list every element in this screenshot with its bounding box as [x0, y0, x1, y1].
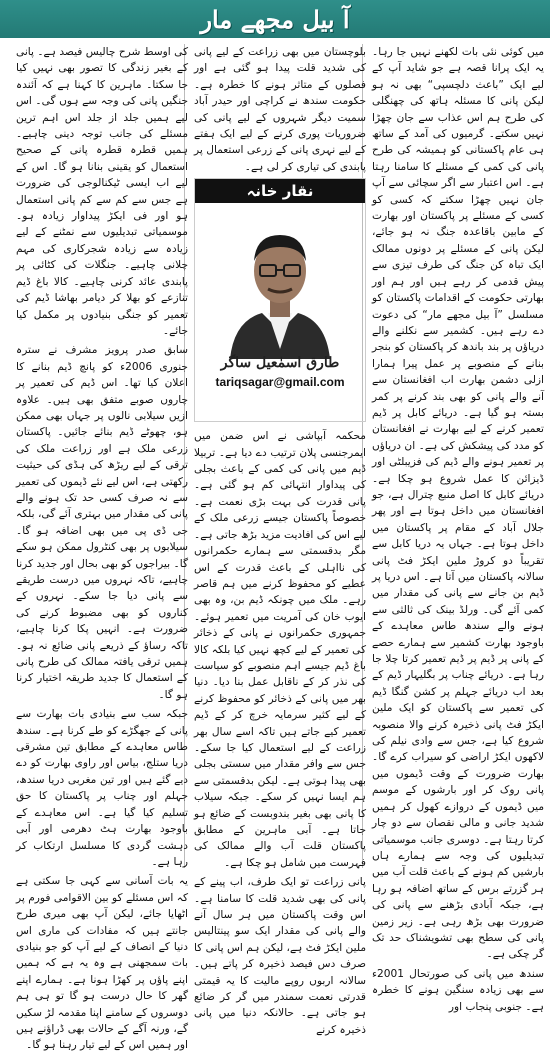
paragraph: میں کوئی نئی بات لکھنے نہیں جا رہا۔ یہ ایک پرانا قصہ ہے جو شاید آپ کے لیے ایک ”باعث دلچسپی“ بھی نہ ہو لیکن پانی کا مسئلہ ہاتھ کی چھنگلی کی طرح ہم اس عذاب سے جان چھڑا نہیں سکتے۔ گرمیوں کی آمد کے ساتھ ہی عام پاکستانی کو ہمیشہ کی طرح پانی کی کمی کے مسئلے کا سامنا رہتا ہے۔ اس اعتبار سے اگر سچائی سے آپ جان نہیں چھڑا سکتے کہ کسی کو کسی کے مسئلے پر پاکستان اور بھارت کے مابین باقاعدہ جنگ نہ ہو جائے، لیکن پانی کے مسئلے پر دونوں ممالک ایک تباہ کن جنگ کی طرف تیزی سے پیش قدمی کر رہے ہیں اور ہم اور بھارتی حکومت کے اقدامات پاکستان کو مسلسل ”آ بیل مجھے مار“ کی دعوت دے رہے ہیں۔ کشمیر سے نکلنے والے دریاؤں پر بند باندھ کر پاکستان کو بنجر بنانے کے منصوبے پر عمل پیرا ہمارا ازلی دشمن بھارت اب افغانستان سے آنے والے پانی کو بھی بند کرنے پر کمر بستہ ہو گیا ہے۔ دریائے کابل پر ڈیم تعمیر کرنے کے لیے بھارت نے افغانستان کو مدد کی پیشکش کی ہے۔ ان دریاؤں پر تعمیر ہونے والے ڈیم کی فزیبلٹی اور ڈیزائن کا عمل شروع ہو چکا ہے۔ دریائے کابل کا اصل منبع چترال ہے، جو افغانستان میں داخل ہوتا ہے اور پھر جلال آباد کے مقام پر پاکستان میں داخل ہوتا ہے۔ جہاں یہ دریا کابل سے تقریباً دو کروڑ ملین ایکڑ فٹ پانی سالانہ پاکستان میں آتا ہے۔ اس دریا پر ڈیم بن جانے سے پانی کی مقدار میں کمی آئے گی۔ ورلڈ بینک کی ثالثی سے ہونے والے سندھ طاس معاہدے کے باوجود بھارت کشمیر سے ہمارے حصے کے پانی پر ڈیم پر ڈیم تعمیر کرتا چلا جا رہا ہے۔ دریائے چناب پر بگلیہار ڈیم کے بعد اب دریائے جہلم پر کشن گنگا ڈیم کی تعمیر سے پاکستان کو ایک ملین ایکڑ فٹ پانی ذخیرہ کرنے والا منصوبہ شروع کیا ہے، جس سے وادی نیلم کی لاکھوں ایکڑ اراضی کو سیراب کرے گا۔ بھارت ضرورت کے وقت ڈیموں میں پانی روک کر اور بارشوں کے موسم میں ڈیموں کے دروازے کھول کر ہمیں شدید جانی و مالی نقصان سے دو چار کرتا رہتا ہے۔ دوسری جانب موسمیاتی تبدیلیوں کی وجہ سے ہمارے ہاں بارشیں کم ہونے کے باعث قلت آب میں ہر گزرتے برس کے ساتھ اضافہ ہو رہا ہے، جبکہ آبادی بڑھنے سے پانی کی ضرورت بھی بڑھ رہی ہے۔ زیر زمین پانی کی سطح بھی تشویشناک حد تک گر چکی ہے۔ [372, 46, 544, 961]
paragraph: سندھ میں پانی کی صورتحال 2001ء سے بھی زیادہ سنگین ہونے کا خطرہ ہے۔ جنوبی پنجاب اور [372, 967, 544, 1013]
column-right [372, 44, 544, 1013]
paragraph: سابق صدر پرویز مشرف نے سترہ جنوری 2006ء کو پانچ ڈیم بنانے کا اعلان کیا تھا۔ اس ڈیم کی تعمیر پر چاروں صوبے متفق بھی ہیں۔ علاوہ ازیں سیلابی نالوں پر جہاں بھی ممکن ہو، چھوٹے ڈیم بنائے جائیں۔ پاکستان زرعی ملک ہے اور زراعت ملک کی ترقی کے لیے ریڑھ کی ہڈی کی حیثیت رکھتی ہے، اس لیے نئے ڈیموں کی تعمیر سے نہ صرف کسی حد تک ہونے والے پانی کی مقدار میں بہتری آئے گی، بلکہ جی ڈی پی میں بھی اضافہ ہو گا۔ سیلابوں پر بھی کنٹرول ممکن ہو سکے گا۔ بیراجوں کو بھی بحال اور جدید کرنا چاہیے، تاکہ نہروں میں درست طریقے سے پانی دیا جا سکے۔ نہروں کے کناروں کو بھی مضبوط کرنے کی ضرورت ہے۔ انہیں پکا کرنا چاہیے، تاکہ رساؤ کے ذریعے پانی ضائع نہ ہو۔ ہمیں ترقی یافتہ ممالک کی طرح پانی کے استعمال کا جدید طریقہ اختیار کرنا ہو گا۔ [16, 344, 188, 701]
paragraph: محکمہ آبپاشی نے اس ضمن میں ایمرجنسی پلان ترتیب دے دیا ہے۔ تربیلا ڈیم میں پانی کی کمی کے باعث بجلی کی پیداوار انتہائی کم ہو گئی ہے۔ پانی قدرت کی بہت بڑی نعمت ہے۔ خصوصاً پاکستان جیسے زرعی ملک کے لیے اس کی افادیت مزید بڑھ جاتی ہے۔ مگر بدقسمتی سے ہمارے حکمرانوں کی نااہلی کے باعث قدرت کے اس عطیے کو محفوظ کرنے میں ہم قاصر رہے۔ ملک میں چونکہ ڈیم بن، وہ بھی ایوب خان کی آمریت میں تعمیر ہوئے۔ جمہوری حکمرانوں نے پانی کے ذخائر کی تعمیر کے لیے کچھ نہیں کیا بلکہ کالا باغ ڈیم جیسے اہم منصوبے کو سیاست کی نذر کر کے ناقابل عمل بنا دیا۔ دنیا بھر میں پانی کے ذخائر کو محفوظ کرنے کے لیے کثیر سرمایہ خرچ کر کے ڈیم تعمیر کیے جاتے ہیں تاکہ اسے سال بھر زراعت کے لیے استعمال کیا جا سکے۔ جس سے وافر مقدار میں سستی بجلی بھی پیدا ہوتی ہے۔ لیکن بدقسمتی سے ہم ایسا نہیں کر سکے۔ جبکہ سیلاب کا پانی بھی بغیر بندوبست کے ضائع ہو جاتا ہے۔ آبی ماہرین کے مطابق پاکستان قلت آب والے ممالک کی فہرست میں شامل ہو چکا ہے۔ [194, 430, 366, 869]
paragraph: کی اوسط شرح چالیس فیصد ہے۔ پانی کے بغیر زندگی کا تصور بھی نہیں کیا جا سکتا۔ ماہرین کا کہنا ہے کہ آئندہ جنگیں پانی کی وجہ سے ہوں گی۔ اس لیے ہمیں جلد از جلد اس اہم ترین مسئلے کی جانب توجہ دینی چاہیے۔ ہمیں قطرہ قطرہ پانی کے صحیح استعمال کو یقینی بنانا ہو گا۔ اس کے لیے اب ایسی ٹیکنالوجی کی ضرورت ہے جس سے کم سے کم پانی استعمال ہو اور فی ایکڑ پیداوار زیادہ ہو۔ موسمیاتی تبدیلیوں سے نمٹنے کے لیے زیادہ سے زیادہ شجرکاری کی مہم چلانی چاہیے۔ جنگلات کی کٹائی پر پابندی عائد کرنی چاہیے۔ کالا باغ ڈیم تنازعے کو بھلا کر دیامر بھاشا ڈیم کی تعمیر کو جنگی بنیادوں پر مکمل کیا جائے۔ [16, 46, 188, 337]
paragraph: یہ بات آسانی سے کہی جا سکتی ہے کہ اس مسئلے کو بین الاقوامی فورم پر اٹھایا جائے، لیکن آپ بھی میری طرح جانتے ہیں کہ مفادات کی ماری اس دنیا کے انصاف کے لیے آپ کو جو بنیادی بات سمجھنی ہے وہ یہ ہے کہ ہمیں اپنے پاؤں پر کھڑا ہونا ہے۔ ہمارے اپنے گھر کا حال درست ہو گا تو ہی ہم دوسروں کے سامنے اپنا مقدمہ لڑ سکیں گے، ورنہ آگے کے حالات بھی ڈراؤنے ہیں اور ہمیں اس کے لیے تیار رہنا ہو گا۔ [16, 875, 188, 1052]
author-email: tariqsagar@gmail.com [215, 374, 345, 389]
column-section-label: نقار خانہ [195, 179, 365, 203]
paragraph: بلوچستان میں بھی زراعت کے لیے پانی کی شدید قلت پیدا ہو گئی ہے اور فصلوں کے متاثر ہونے کا خطرہ ہے۔ حکومت سندھ نے کراچی اور حیدر آباد سمیت دیگر شہروں کے لیے پانی کی ضروریات پوری کرنے کے لیے ایک ہفتے کے لیے نہری پانی کے زرعی استعمال پر پابندی کی تیاری کر لی ہے۔ [194, 46, 366, 173]
article-title-banner [0, 0, 550, 38]
article-body [6, 44, 544, 1052]
author-box [194, 178, 366, 422]
article-title: آ بیل مجھے مار [200, 4, 350, 34]
author-portrait-image [220, 209, 340, 359]
paragraph: جبکہ سب سے بنیادی بات بھارت سے پانی کے جھگڑے کو طے کرنا ہے۔ سندھ طاس معاہدے کے مطابق تین مشرقی دریا ستلج، بیاس اور راوی بھارت کو دے دیے گئے ہیں اور تین مغربی دریا سندھ، جہلم اور چناب پر پاکستان کا حق تسلیم کیا گیا ہے۔ اس معاہدے کے باوجود بھارت ہٹ دھرمی اور آبی دہشت گردی کا مسلسل ارتکاب کر رہا ہے۔ [16, 708, 188, 868]
paragraph: پانی زراعت تو ایک طرف، اب پینے کے پانی کی بھی شدید قلت کا سامنا ہے۔ اس وقت پاکستان میں ہر سال آنے والے پانی کی مقدار ایک سو پینتالیس ملین ایکڑ فٹ ہے، لیکن ہم اس پانی کا صرف دس فیصد ذخیرہ کر پاتے ہیں۔ سالانہ اربوں روپے مالیت کا یہ قیمتی قدرتی نعمت سمندر میں گر کر ضائع ہو جاتی ہے۔ حالانکہ دنیا میں پانی ذخیرہ کرنے [194, 876, 366, 1036]
author-name: طارق اسمٰعیل ساگر [220, 355, 340, 372]
column-left [16, 44, 188, 1052]
column-middle [194, 44, 366, 1036]
